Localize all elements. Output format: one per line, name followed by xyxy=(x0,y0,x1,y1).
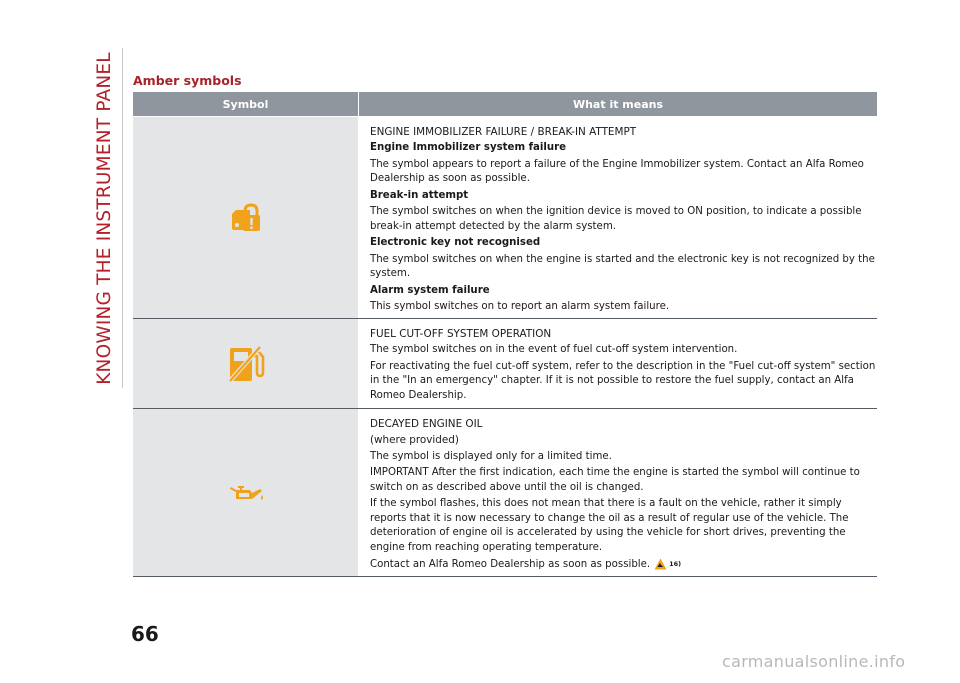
header-symbol: Symbol xyxy=(222,97,269,111)
header-meaning: What it means xyxy=(572,97,664,111)
contact-text: Contact an Alfa Romeo Dealership as soon as possible. xyxy=(370,559,651,571)
reference-note: 16) xyxy=(669,560,682,569)
row-paragraph: For reactivating the fuel cut-off system, refer to the description in the "Fuel cut-off system" section in the "In an emergency" chapter. If it is not possible to restore the fuel supply, contact an Alfa Romeo Dealership. xyxy=(370,360,876,401)
page-number: 66 xyxy=(131,622,159,646)
block-heading: Engine Immobilizer system failure xyxy=(370,142,567,154)
block-text: The symbol switches on when the ignition device is moved to ON position, to indicate a possible break-in attempt detected by the alarm system. xyxy=(370,206,862,232)
block-heading: Electronic key not recognised xyxy=(370,237,541,249)
block-text: The symbol switches on when the engine is started and the electronic key is not recognized by the system. xyxy=(370,253,875,280)
meaning-cell xyxy=(358,409,877,576)
symbol-cell xyxy=(133,117,358,318)
block-heading: Break-in attempt xyxy=(370,189,469,201)
meaning-cell xyxy=(358,117,877,318)
fuel-cut-off-icon xyxy=(226,345,266,383)
row-paragraph: The symbol is displayed only for a limited time. xyxy=(370,450,612,462)
row-paragraph: If the symbol flashes, this does not mean that there is a fault on the vehicle, rather it simply reports that it is now necessary to change the oil as a result of regular use of the vehicle. The deterioration of engine oil is accelerated by using the vehicle for short drives, preventing the engine from reaching operating temperature. xyxy=(370,498,849,553)
meaning-cell xyxy=(358,319,877,408)
row-caption: DECAYED ENGINE OIL xyxy=(370,418,483,430)
block-heading: Alarm system failure xyxy=(370,284,490,296)
warning-triangle-icon xyxy=(654,558,667,570)
side-divider xyxy=(122,48,123,388)
amber-symbols-table xyxy=(133,92,877,577)
immobilizer-padlock-icon xyxy=(229,203,263,233)
chapter-title-text: KNOWING THE INSTRUMENT PANEL xyxy=(93,51,115,385)
watermark: carmanualsonline.info xyxy=(722,652,906,671)
symbol-cell xyxy=(133,319,358,408)
table-row xyxy=(133,319,877,409)
table-row xyxy=(133,117,877,319)
row-subcaption: (where provided) xyxy=(370,434,459,447)
section-title: Amber symbols xyxy=(133,73,242,88)
oil-can-icon xyxy=(228,483,264,503)
row-paragraph: The symbol switches on in the event of fuel cut-off system intervention. xyxy=(370,344,738,356)
symbol-cell xyxy=(133,409,358,576)
row-caption: FUEL CUT-OFF SYSTEM OPERATION xyxy=(370,328,552,340)
block-text: This symbol switches on to report an alarm system failure. xyxy=(370,300,670,312)
block-text: The symbol appears to report a failure of the Engine Immobilizer system. Contact an Alfa Romeo Dealership as soon as possible. xyxy=(370,158,864,185)
chapter-side-title xyxy=(86,48,122,388)
table-header xyxy=(133,92,877,116)
row-paragraph-last xyxy=(370,557,877,573)
row-paragraph: IMPORTANT After the first indication, each time the engine is started the symbol will continue to switch on as described above until the oil is changed. xyxy=(370,467,860,493)
row-caption: ENGINE IMMOBILIZER FAILURE / BREAK-IN ATTEMPT xyxy=(370,126,637,138)
table-row xyxy=(133,409,877,577)
